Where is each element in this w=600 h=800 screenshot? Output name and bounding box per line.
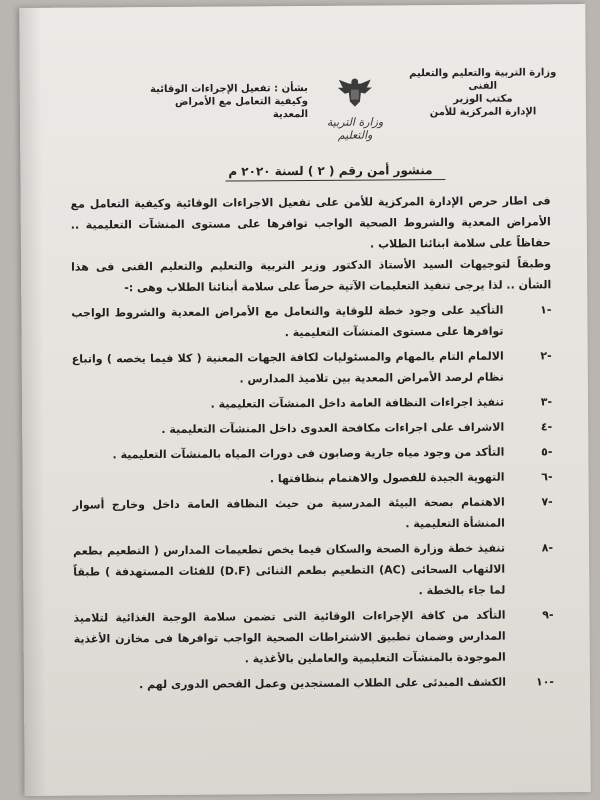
title-underline — [225, 179, 445, 182]
subject-line: بشأن : تفعيل الإجراءات الوقائية — [150, 82, 308, 96]
list-item — [72, 345, 552, 390]
ministry-header — [398, 66, 568, 119]
list-item — [73, 604, 553, 670]
item-text: التأكيد على وجود خطة للوقاية والتعامل مع الأمراض المعدية والشروط الواجب توافرها على مستوى المنشآت التعليمية . — [71, 303, 504, 340]
item-text: تنفيذ اجراءات النظافة العامة داخل المنشآت التعليمية . — [210, 395, 505, 411]
item-text: تنفيذ خطة وزارة الصحة والسكان فيما يخص تطعيمات المدارس ( التطعيم بطعم الالتهاب السحائى (AC) التطعيم بطعم الثنائى (D.F) للفئات المستهدفة ) طبقاً لما جاء بالخطة . — [73, 541, 506, 598]
item-number: -١٠ — [535, 675, 555, 689]
list-item — [72, 391, 552, 415]
item-number: -٣ — [540, 395, 553, 409]
subject-line: وكيفية التعامل مع الأمراض المعدية — [175, 95, 309, 121]
item-text: التأكد من وجود مياه جارية وصابون فى دورات المياه بالمنشآت التعليمية . — [112, 445, 505, 462]
item-text: الالمام التام بالمهام والمسئوليات لكافة الجهات المعنية ( كلا فيما يخصه ) واتباع نظام لرصد الأمراض المعدية بين تلاميذ المدارس . — [71, 349, 504, 386]
item-number: -٦ — [541, 470, 553, 484]
item-text: الاهتمام بصحة البيئة المدرسية من حيث النظافة العامة داخل وخارج أسوار المنشأة التعليمية . — [72, 495, 505, 531]
list-item — [72, 441, 552, 465]
intro-paragraph: فى اطار حرص الإدارة المركزية للأمن على تفعيل الاجراءات الوقائية وكيفية التعامل مع الأمراض المعدية والشروط الصحية الواجب توافرها على مستوى المنشآت التعليمية .. حفاظاً على سلامة ابنائنا الطلاب . — [70, 194, 551, 251]
ministry-line: الإدارة المركزية للأمن — [429, 106, 537, 119]
list-item — [72, 416, 552, 440]
item-number: -١ — [540, 303, 552, 317]
item-number: -٧ — [541, 495, 553, 509]
document-title: منشور أمن رقم ( ٢ ) لسنة ٢٠٢٠ م — [228, 163, 433, 179]
emblem-caption: وزارة التربية والتعليم — [326, 115, 384, 142]
item-number: -٨ — [541, 541, 554, 555]
item-number: -٥ — [541, 445, 553, 459]
list-item — [73, 537, 553, 603]
item-text: الكشف المبدئى على الطلاب المستجدين وعمل الفحص الدورى لهم . — [139, 675, 507, 692]
item-text: التأكد من كافة الإجراءات الوقائية التى تضمن سلامة الوجبة الغذائية لتلاميذ المدارس وضمان تطبيق الاشتراطات الصحية الواجب توافرها فى مخازن الأغذية الموجودة بالمنشآت التعليمية والعاملين بالأغذية . — [73, 608, 506, 666]
item-number: -٤ — [540, 420, 553, 434]
list-item — [71, 299, 551, 344]
item-number: -٢ — [540, 349, 552, 363]
subject-header — [138, 82, 308, 122]
document-body — [71, 190, 554, 695]
eagle-icon — [335, 76, 375, 110]
eagle-emblem — [320, 75, 390, 141]
document-page — [19, 4, 590, 796]
list-item — [74, 671, 554, 695]
intro-paragraph: وطبقاً لتوجيهات السيد الأستاذ الدكتور وزير التربية والتعليم والتعليم الفنى فى هذا الشأن .. لذا يرجى تنفيذ التعليمات الآتية حرصاً على سلامة أبنائنا الطلاب وهى :- — [71, 257, 552, 295]
item-number: -٩ — [542, 608, 554, 622]
ministry-line: مكتب الوزير — [453, 93, 513, 105]
ministry-line: وزارة التربية والتعليم والتعليم الفنى — [409, 67, 557, 92]
item-text: التهوية الجيدة للفصول والاهتمام بنظافتها . — [269, 470, 505, 486]
list-item — [72, 466, 552, 490]
item-text: الاشراف على اجراءات مكافحة العدوى داخل المنشآت التعليمية . — [161, 420, 505, 437]
list-item — [73, 491, 553, 536]
